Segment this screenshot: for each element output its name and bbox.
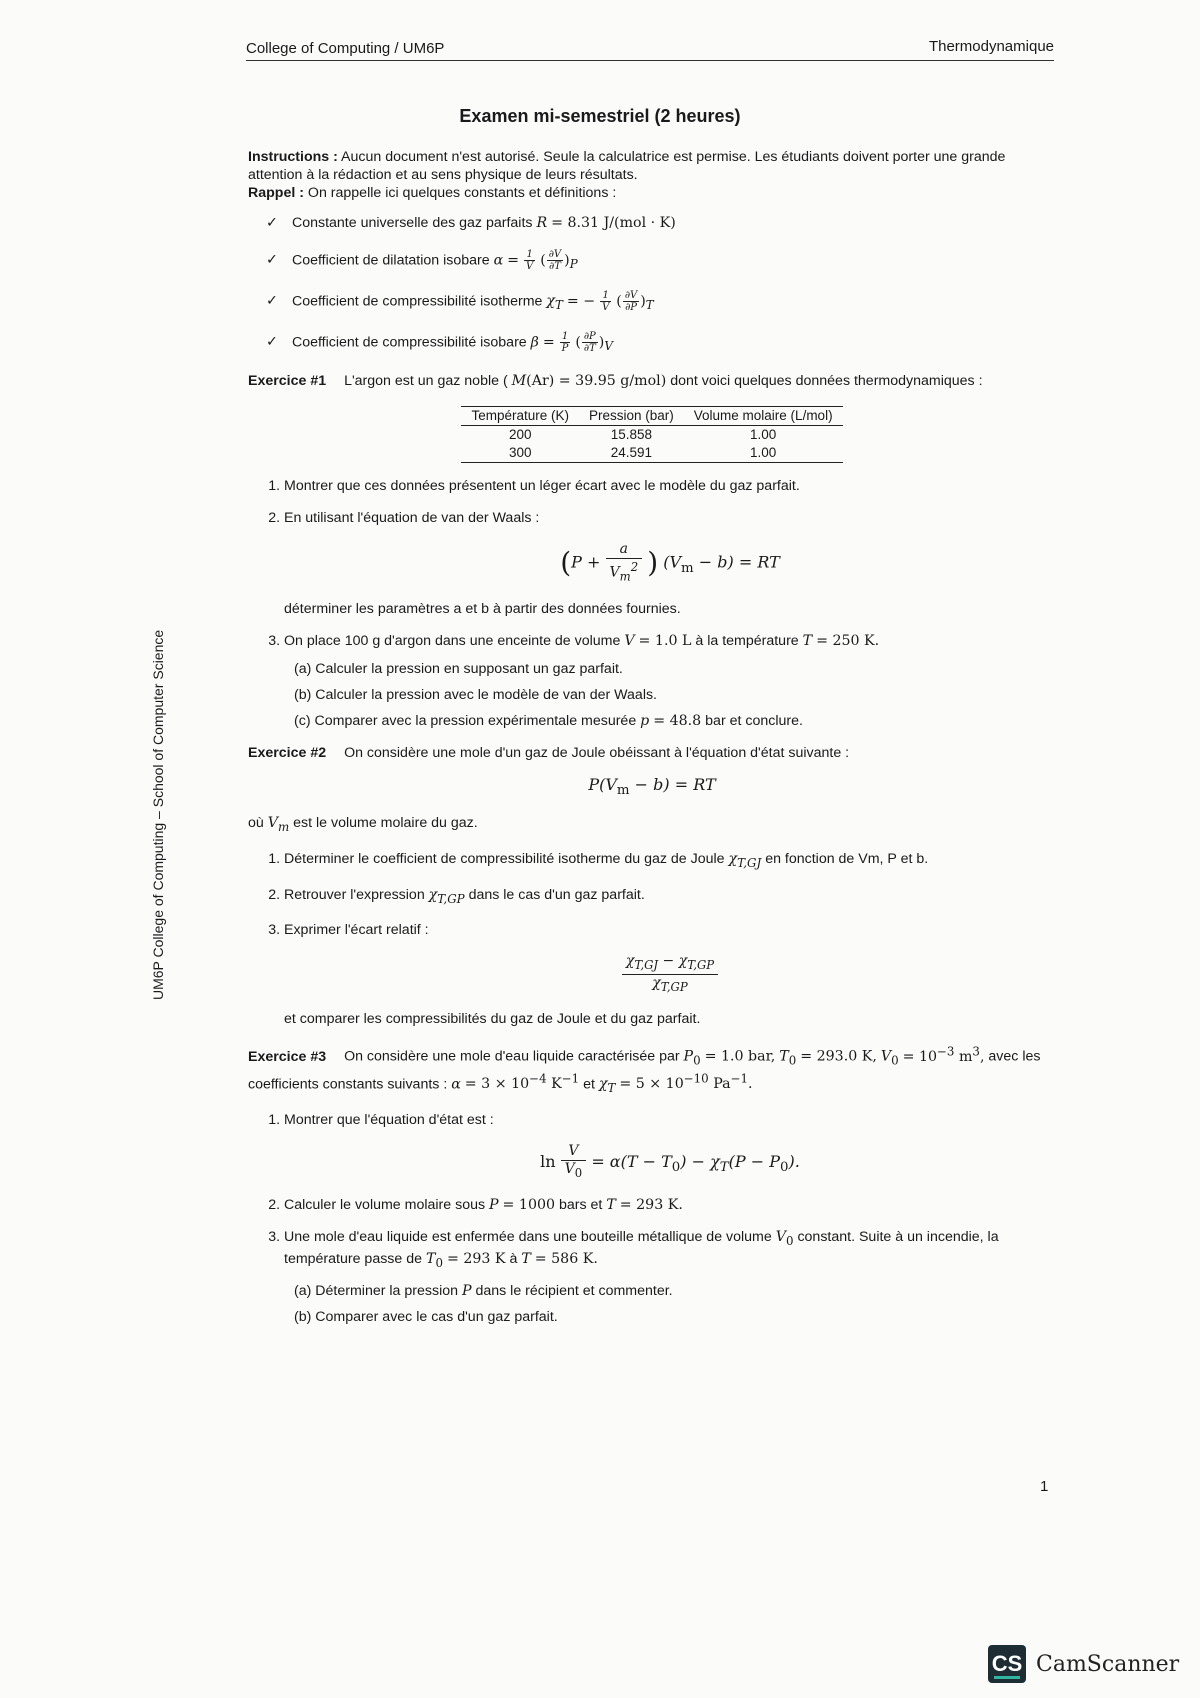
argon-data-table: [461, 406, 842, 463]
page-number: 1: [1040, 1478, 1049, 1495]
reminder-text: On rappelle ici quelques constants et définitions :: [307, 185, 617, 201]
exercise-2-questions: [248, 850, 1056, 1028]
question-item: 1. Déterminer le coefficient de compressibilité isotherme du gaz de Joule $\chi_{T,GJ}$ en fonction de Vm, P et b.: [284, 850, 1056, 872]
sub-question-item: (b) Comparer avec le cas d'un gaz parfait.: [294, 1308, 558, 1325]
exercise-1-questions: [248, 477, 1056, 729]
exam-body: [248, 148, 1056, 1340]
definition-item: ✓ Coefficient de dilatation isobare α = $\frac{1}{V}$ ( $\frac{\partial V}{\partial T}$ )$_P$: [266, 249, 578, 272]
camscanner-watermark: [988, 1644, 1179, 1684]
side-label: UM6P College of Computing – School of Computer Science: [150, 629, 166, 1000]
header-course: Thermodynamique: [928, 38, 1054, 55]
definitions-list: [266, 214, 1056, 355]
exercise-2-statement: Exercice #2 On considère une mole d'un gaz de Joule obéissant à l'équation d'état suivante :: [248, 744, 850, 761]
header-rule: [246, 60, 1054, 61]
sub-questions: [284, 1282, 1056, 1326]
sub-questions: [284, 660, 1056, 730]
exercise-3-questions: [248, 1111, 1056, 1325]
joule-gas-equation: $P(V_m - b)$ = RT: [588, 774, 716, 798]
checkmark-icon: ✓: [266, 252, 278, 269]
exercise-3-heading: Exercice #3: [248, 1048, 327, 1065]
table-header: Pression (bar): [579, 407, 684, 426]
exercise-1-statement: Exercice #1 L'argon est un gaz noble ( M(Ar) = 39.95 g/mol) dont voici quelques données thermodynamiques :: [248, 373, 983, 390]
exercise-2-heading: Exercice #2: [248, 744, 327, 761]
table-header: Volume molaire (L/mol): [684, 407, 843, 426]
checkmark-icon: ✓: [266, 215, 278, 231]
sub-question-item: (a) Calculer la pression en supposant un gaz parfait.: [294, 660, 623, 677]
exercise-1-heading: Exercice #1: [248, 373, 327, 390]
sub-question-item: (b) Calculer la pression avec le modèle de van der Waals.: [294, 686, 658, 703]
sub-question-item: (c) Comparer avec la pression expérimentale mesurée p = 48.8 bar et conclure.: [294, 712, 803, 729]
instructions-label: Instructions :: [248, 149, 338, 165]
definition-item: ✓ Coefficient de compressibilité isotherme $\chi_T$ = − $\frac{1}{V}$ ( $\frac{\partial V}{\partial P}$ )$_T$: [266, 290, 654, 314]
table-row: 200 15.858 1.00: [508, 427, 777, 443]
exercise-3-statement: Exercice #3 On considère une mole d'eau liquide caractérisée par $P_0 = 1.0$ bar, $T_0 = 293.0$ K, $V_0 = 10^{-3}$ $m^3$, avec les coefficients constants suivants : $\alpha = 3 \times 10^{-4}$ $K^{-1}$ et $\chi_T = 5 \times 10^{-10}$ $Pa^{-1}$.: [248, 1043, 1041, 1096]
question-item: 1. Montrer que ces données présentent un léger écart avec le modèle du gaz parfait.: [284, 477, 1056, 495]
question-item: 2. Retrouver l'expression $\chi_{T,GP}$ dans le cas d'un gaz parfait.: [284, 886, 1056, 908]
van-der-waals-equation: (P + $\frac{a}{V_m^2}$ ) $(V_m - b)$ = RT: [560, 541, 780, 584]
header-institution: College of Computing / UM6P: [246, 40, 445, 57]
relative-gap-fraction: $\frac{\chi_{T,GJ} - \chi_{T,GP}}{\chi_{T,GP}}$: [284, 953, 1056, 996]
water-state-equation: ln $\frac{V}{V_0}$ = $\alpha(T - T_0) - \chi_T(P - P_0)$.: [540, 1143, 800, 1180]
instructions: [248, 148, 1056, 184]
table-row: 300 24.591 1.00: [461, 444, 842, 463]
exercise-2-note: où $V_m$ est le volume molaire du gaz.: [248, 814, 478, 834]
definition-item: ✓ Coefficient de compressibilité isobare β = $\frac{1}{P}$ ( $\frac{\partial P}{\partial T}$ )$_V$: [266, 331, 613, 355]
question-item: 3. Exprimer l'écart relatif : $\frac{\chi_{T,GJ} - \chi_{T,GP}}{\chi_{T,GP}}$ et comparer les compressibilités du gaz de Joule et du gaz parfait.: [284, 921, 1056, 1028]
question-item: 1. Montrer que l'équation d'état est : ln $\frac{V}{V_0}$ = $\alpha(T - T_0) - \chi_T(P - P_0)$.: [284, 1111, 1056, 1182]
definition-item: ✓ Constante universelle des gaz parfaits R = 8.31 J/(mol · K): [266, 215, 676, 231]
checkmark-icon: ✓: [266, 293, 278, 310]
reminder: [248, 184, 1056, 202]
camscanner-logo-icon: CS: [988, 1645, 1026, 1683]
exam-title: Examen mi-semestriel (2 heures): [459, 106, 741, 126]
reminder-label: Rappel :: [248, 185, 304, 201]
table-header: Température (K): [461, 407, 579, 426]
question-item: 2. En utilisant l'équation de van der Waals : (P + $\frac{a}{V_m^2}$ ) $(V_m - b)$ = RT déterminer les paramètres a et b à partir des données fournies.: [284, 509, 1056, 617]
question-item: 3. Une mole d'eau liquide est enfermée dans une bouteille métallique de volume $V_0$ constant. Suite à un incendie, la température passe de $T_0 = 293$ K à T = 586 K. (a) Déterminer la pression P dans le récipient et commenter. (b) Comparer avec le cas d'un gaz parfait.: [284, 1228, 1056, 1326]
question-item: 3. On place 100 g d'argon dans une enceinte de volume V = 1.0 L à la température T = 250 K. (a) Calculer la pression en supposant un gaz parfait. (b) Calculer la pression avec le modèle de van der Waals. (c) Comparer avec la pression expérimentale mesurée p = 48.8 bar et conclure.: [284, 632, 1056, 730]
camscanner-label: CamScanner: [1036, 1651, 1180, 1677]
sub-question-item: (a) Déterminer la pression P dans le récipient et commenter.: [294, 1282, 673, 1299]
question-item: 2. Calculer le volume molaire sous P = 1000 bars et T = 293 K.: [284, 1196, 1056, 1214]
instructions-text: Aucun document n'est autorisé. Seule la calculatrice est permise. Les étudiants doivent porter une grande attention à la rédaction et au sens physique de leurs résultats.: [248, 149, 1006, 183]
checkmark-icon: ✓: [266, 334, 278, 351]
